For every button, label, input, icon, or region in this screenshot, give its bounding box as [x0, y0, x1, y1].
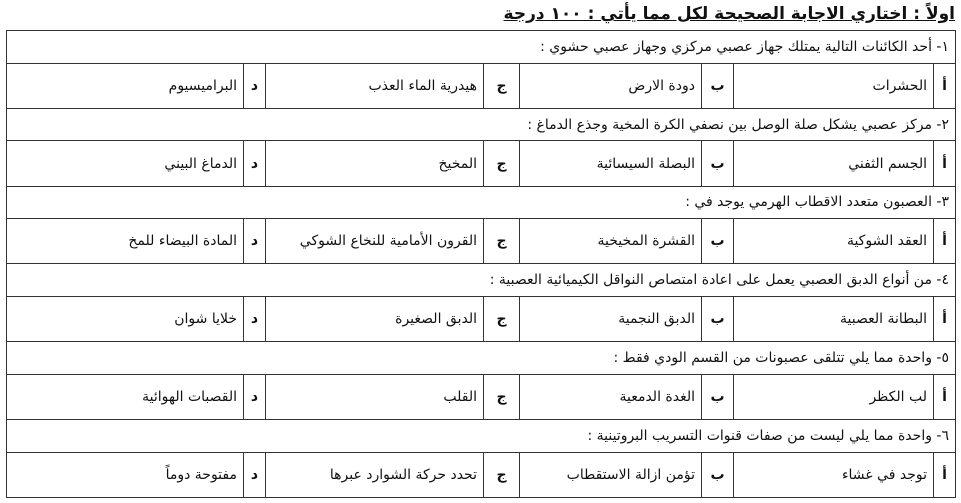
question-text: ٣- العصبون متعدد الاقطاب الهرمي يوجد في : [7, 186, 956, 219]
question-text: ٤- من أنواع الدبق العصبي يعمل على اعادة امتصاص النواقل الكيميائية العصبية : [7, 264, 956, 297]
option-text[interactable]: البصلة السيسائية [520, 141, 702, 186]
option-text[interactable]: لب الكظر [734, 374, 934, 419]
option-letter: أ [934, 374, 956, 419]
question-text: ٦- واحدة مما يلي ليست من صفات قنوات التسريب البروتينية : [7, 420, 956, 453]
options-row [7, 297, 956, 342]
section-title: اولاً : اختاري الاجابة الصحيحة لكل مما يأتي : ١٠٠ درجة [503, 4, 955, 24]
option-text[interactable]: القشرة المخيخية [520, 219, 702, 264]
option-text[interactable]: المادة البيضاء للمخ [7, 219, 244, 264]
options-row [7, 141, 956, 186]
option-text[interactable]: الدبق النجمية [520, 297, 702, 342]
option-text[interactable]: خلايا شوان [7, 297, 244, 342]
question-row [7, 420, 956, 453]
option-text[interactable]: المخيخ [266, 141, 484, 186]
option-letter: ب [702, 63, 734, 108]
option-text[interactable]: الدبق الصغيرة [266, 297, 484, 342]
option-letter: ج [484, 141, 520, 186]
option-text[interactable]: توجد في غشاء [734, 452, 934, 497]
question-row [7, 108, 956, 141]
option-text[interactable]: الدماغ البيني [7, 141, 244, 186]
options-row [7, 374, 956, 419]
option-letter: د [244, 452, 266, 497]
option-text[interactable]: دودة الارض [520, 63, 702, 108]
option-letter: ب [702, 141, 734, 186]
option-text[interactable]: القلب [266, 374, 484, 419]
option-letter: ب [702, 452, 734, 497]
option-text[interactable]: البراميسيوم [7, 63, 244, 108]
option-text[interactable]: الجسم الثفني [734, 141, 934, 186]
option-letter: د [244, 219, 266, 264]
option-text[interactable]: البطانة العصبية [734, 297, 934, 342]
option-letter: أ [934, 297, 956, 342]
option-text[interactable]: القرون الأمامية للنخاع الشوكي [266, 219, 484, 264]
option-text[interactable]: مفتوحة دوماً [7, 452, 244, 497]
option-letter: ج [484, 452, 520, 497]
option-letter: ج [484, 219, 520, 264]
options-row [7, 63, 956, 108]
option-letter: أ [934, 452, 956, 497]
question-text: ٢- مركز عصبي يشكل صلة الوصل بين نصفي الكرة المخية وجذع الدماغ : [7, 108, 956, 141]
question-row [7, 342, 956, 375]
option-text[interactable]: تؤمن ازالة الاستقطاب [520, 452, 702, 497]
option-letter: ب [702, 374, 734, 419]
question-text: ٥- واحدة مما يلي تتلقى عصبونات من القسم الودي فقط : [7, 342, 956, 375]
option-text[interactable]: هيدرية الماء العذب [266, 63, 484, 108]
question-text: ١- أحد الكائنات التالية يمتلك جهاز عصبي مركزي وجهاز عصبي حشوي : [7, 31, 956, 64]
option-letter: د [244, 63, 266, 108]
options-row [7, 219, 956, 264]
option-text[interactable]: تحدد حركة الشوارد عبرها [266, 452, 484, 497]
question-row [7, 264, 956, 297]
option-letter: أ [934, 63, 956, 108]
option-letter: ج [484, 297, 520, 342]
option-letter: أ [934, 141, 956, 186]
questions-body [7, 31, 956, 498]
questions-table [6, 30, 956, 498]
option-letter: ج [484, 374, 520, 419]
option-text[interactable]: القصبات الهوائية [7, 374, 244, 419]
option-letter: أ [934, 219, 956, 264]
question-row [7, 186, 956, 219]
option-letter: د [244, 297, 266, 342]
option-letter: ج [484, 63, 520, 108]
option-letter: ب [702, 297, 734, 342]
option-text[interactable]: الحشرات [734, 63, 934, 108]
option-text[interactable]: الغدة الدمعية [520, 374, 702, 419]
option-letter: ب [702, 219, 734, 264]
question-row [7, 31, 956, 64]
option-text[interactable]: العقد الشوكية [734, 219, 934, 264]
options-row [7, 452, 956, 497]
option-letter: د [244, 141, 266, 186]
option-letter: د [244, 374, 266, 419]
